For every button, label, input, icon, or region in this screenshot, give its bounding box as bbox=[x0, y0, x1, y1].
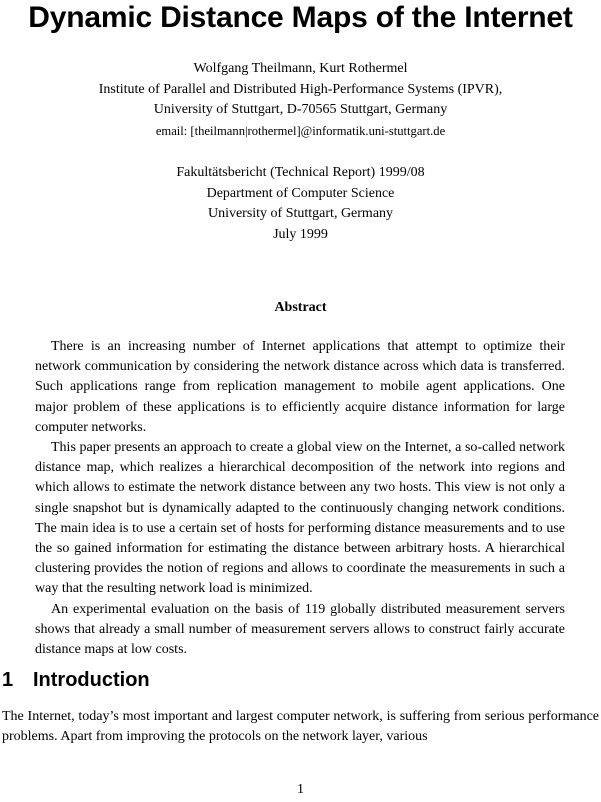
section-number: 1 bbox=[2, 669, 14, 691]
author-names: Wolfgang Theilmann, Kurt Rothermel bbox=[193, 61, 408, 76]
report-department: Department of Computer Science bbox=[206, 185, 395, 201]
abstract-body bbox=[35, 337, 565, 660]
author-email: email: [theilmann|rothermel]@informatik.uni-stuttgart.de bbox=[155, 123, 446, 138]
abstract-paragraph: An experimental evaluation on the basis of 119 globally distributed measurement servers shows that already a small number of measurement servers allows to construct fairly accurate distance maps at low costs. bbox=[35, 601, 565, 658]
paper-title: Dynamic Distance Maps of the Internet bbox=[28, 1, 573, 34]
abstract-paragraph: This paper presents an approach to create a global view on the Internet, a so-called network distance map, which realizes a hierarchical decomposition of the network into regions and which allows to estimate the network distance between any two hosts. This view is not only a single snapshot but is dynamically adapted to the continuously changing network conditions. The main idea is to use a certain set of hosts for performing distance measurements and to use the so gained information for estimating the distance between arbitrary hosts. A hierarchical clustering provides the notion of regions and allows to coordinate the measurements in such a way that the resulting network load is minimized. bbox=[35, 440, 565, 597]
section-heading-introduction bbox=[2, 667, 150, 693]
section-title: Introduction bbox=[33, 669, 150, 691]
abstract-heading: Abstract bbox=[274, 300, 327, 315]
author-block bbox=[0, 59, 601, 141]
report-id: Fakultätsbericht (Technical Report) 1999/08 bbox=[176, 165, 425, 180]
introduction-paragraph: The Internet, today’s most important and largest computer network, is suffering from serious performance problems. Apart from improving the protocols on the network layer, various bbox=[2, 709, 599, 745]
author-university: University of Stuttgart, D-70565 Stuttgart, Germany bbox=[153, 102, 448, 117]
report-info-block bbox=[0, 163, 601, 245]
page-number: 1 bbox=[297, 782, 304, 797]
report-university: University of Stuttgart, Germany bbox=[207, 206, 394, 221]
report-date: July 1999 bbox=[273, 226, 328, 242]
abstract-paragraph: There is an increasing number of Internet applications that attempt to optimize their network communication by considering the network distance across which data is transferred. Such applications range from replication management to mobile agent applications. One major problem of these applications is to efficiently acquire distance information for large computer networks. bbox=[35, 339, 565, 435]
introduction-body bbox=[2, 707, 599, 747]
author-institute: Institute of Parallel and Distributed High-Performance Systems (IPVR), bbox=[98, 81, 503, 97]
